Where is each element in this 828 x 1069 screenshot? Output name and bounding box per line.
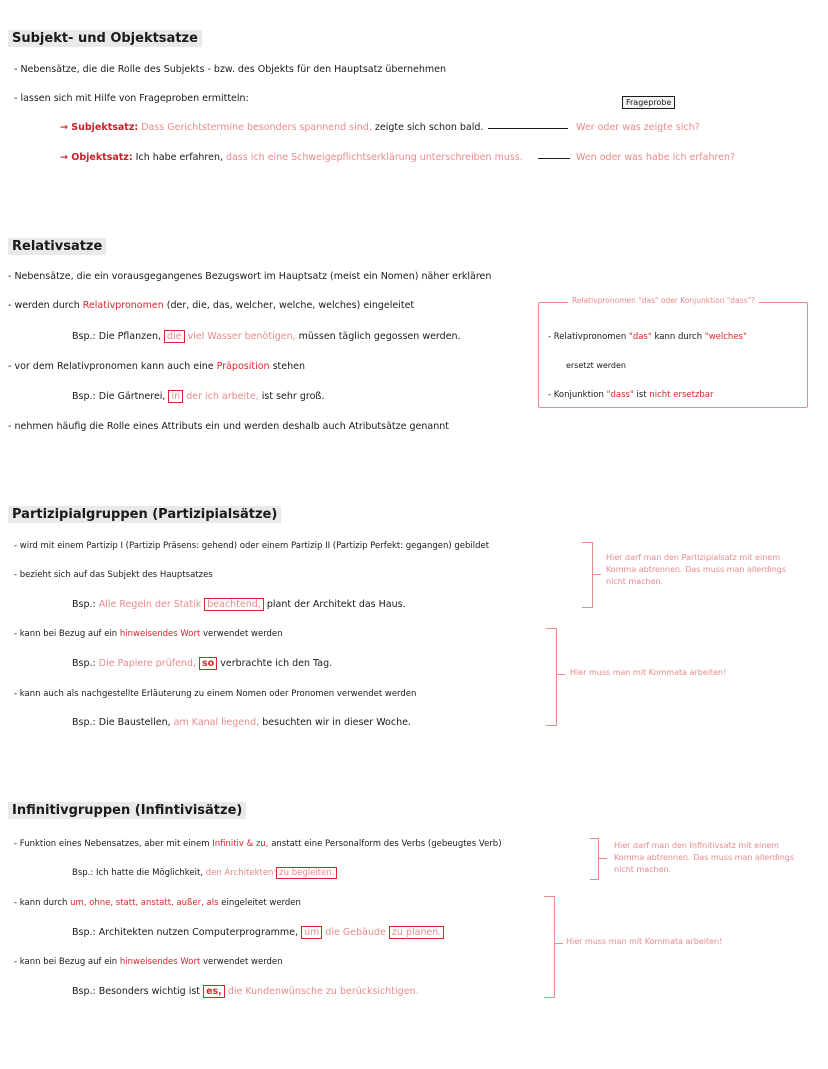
side-1c: kann durch bbox=[654, 332, 703, 342]
objektsatz-question: Wen oder was habe ich erfahren? bbox=[576, 152, 736, 163]
s3-bracket-2-tip bbox=[557, 674, 565, 675]
s4-note-1: Hier darf man den Infinitivsatz mit einem Komma abtrennen. Das muss man allerdings nicht machen. bbox=[614, 841, 795, 874]
s3-example-2 bbox=[72, 658, 332, 670]
s3-example-3 bbox=[72, 717, 411, 729]
das-dass-title: Relativpronomen "das" oder Konjunktion "dass"? bbox=[568, 296, 759, 305]
s3-bracket-2 bbox=[546, 628, 557, 726]
s4-ex3-a: Besonders wichtig ist bbox=[98, 986, 201, 997]
s4-b2-red: um, ohne, statt, anstatt, außer, als bbox=[70, 898, 219, 908]
s3-ex1-box: beachtend, bbox=[204, 598, 264, 611]
s3-bullet-2: - bezieht sich auf das Subjekt des Hauptsatzes bbox=[14, 570, 213, 580]
s2-ex2-red: der ich arbeite, bbox=[186, 391, 259, 402]
s2-ex1-a: Die Pflanzen, bbox=[98, 331, 161, 342]
subjektsatz-red: Dass Gerichtstermine besonders spannend sind, bbox=[141, 122, 372, 133]
s2-b3-pre: - vor dem Relativpronomen kann auch eine bbox=[8, 361, 214, 372]
objektsatz-label: → Objektsatz: bbox=[60, 152, 133, 163]
heading-infinitivgruppen: Infinitivgruppen (Infintivisätze) bbox=[8, 802, 246, 819]
bsp-label: Bsp.: bbox=[72, 331, 96, 342]
subjektsatz-question: Wer oder was zeigte sich? bbox=[576, 122, 700, 133]
s4-b1-post: anstatt eine Personalform des Verbs (gebeugtes Verb) bbox=[271, 839, 502, 849]
s3-example-1 bbox=[72, 599, 406, 611]
bsp-label: Bsp.: bbox=[72, 868, 94, 878]
bsp-label: Bsp.: bbox=[72, 658, 96, 669]
s4-ex2-red: die Gebäude bbox=[325, 927, 386, 938]
s3-ex3-a: Die Baustellen, bbox=[98, 717, 171, 728]
s4-bracket-1-tip bbox=[599, 858, 607, 859]
s3-bracket-1 bbox=[582, 542, 593, 608]
s2-ex1-box: die bbox=[164, 330, 185, 343]
heading-relativsatze: Relativsatze bbox=[8, 238, 106, 255]
das-dass-line-3 bbox=[548, 389, 714, 401]
bsp-label: Bsp.: bbox=[72, 927, 96, 938]
s4-ex1-red: den Architekten bbox=[205, 868, 274, 878]
s3-bullet-3 bbox=[14, 628, 283, 640]
s4-ex3-box: es, bbox=[203, 985, 225, 998]
s3-bullet-1: - wird mit einem Partizip I (Partizip Präsens: gehend) oder einem Partizip II (Partizip Perfekt: gegangen) gebildet bbox=[14, 541, 490, 551]
s4-bracket-1 bbox=[590, 838, 599, 880]
s4-bullet-2 bbox=[14, 897, 301, 909]
s3-b3-red: hinweisendes Wort bbox=[119, 629, 201, 639]
s2-example-2 bbox=[72, 391, 324, 403]
bsp-label: Bsp.: bbox=[72, 599, 96, 610]
s4-bracket-2-tip bbox=[555, 943, 563, 944]
s2-ex1-red: viel Wasser benötigen, bbox=[187, 331, 296, 342]
s4-bracket-2 bbox=[544, 896, 555, 998]
s4-example-3 bbox=[72, 986, 419, 998]
s2-b2-pre: - werden durch bbox=[8, 300, 80, 311]
s3-ex1-red: Alle Regeln der Statik bbox=[98, 599, 202, 610]
heading-partizipialgruppen: Partizipialgruppen (Partizipialsätze) bbox=[8, 506, 281, 523]
connector-line bbox=[538, 158, 570, 159]
objektsatz-example bbox=[60, 152, 523, 164]
s4-bullet-1 bbox=[14, 838, 502, 850]
objektsatz-red: dass ich eine Schweigepflichtserklärung unterschreiben muss. bbox=[226, 152, 523, 163]
s3-ex2-box: so bbox=[199, 657, 217, 670]
das-dass-line-1 bbox=[548, 331, 747, 343]
s2-bullet-1: - Nebensätze, die ein vorausgegangenes Bezugswort im Hauptsatz (meist ein Nomen) näher erklären bbox=[8, 271, 492, 282]
s4-ex1-box: zu begleiten. bbox=[276, 867, 337, 879]
s4-b1-pre: - Funktion eines Nebensatzes, aber mit einem bbox=[14, 839, 210, 849]
bsp-label: Bsp.: bbox=[72, 717, 96, 728]
side-3d: nicht ersetzbar bbox=[649, 390, 714, 400]
s2-ex2-a: Die Gärtnerei, bbox=[98, 391, 166, 402]
s3-ex3-b: besuchten wir in dieser Woche. bbox=[262, 717, 411, 728]
s3-ex1-b: plant der Architekt das Haus. bbox=[266, 599, 406, 610]
s3-note-1: Hier darf man den Partizipialsatz mit einem Komma abtrennen. Das muss man allerdings nicht machen. bbox=[606, 553, 787, 586]
side-1d: "welches" bbox=[704, 332, 747, 342]
s4-ex3-red: die Kundenwünsche zu berücksichtigen. bbox=[227, 986, 419, 997]
subjektsatz-label: → Subjektsatz: bbox=[60, 122, 139, 133]
subjektsatz-black: zeigte sich schon bald. bbox=[374, 122, 484, 133]
s3-ex3-red: am Kanal liegend, bbox=[173, 717, 260, 728]
s3-b3-pre: - kann bei Bezug auf ein bbox=[14, 629, 118, 639]
das-dass-line-2: ersetzt werden bbox=[566, 361, 626, 370]
s3-note-2: Hier muss man mit Kommata arbeiten! bbox=[570, 668, 727, 677]
s3-ex2-red: Die Papiere prüfend, bbox=[98, 658, 196, 669]
s4-b3-post: verwendet werden bbox=[203, 957, 283, 967]
bsp-label: Bsp.: bbox=[72, 391, 96, 402]
s4-example-2 bbox=[72, 927, 444, 939]
s4-b1-red: Infinitiv & zu, bbox=[212, 839, 269, 849]
s2-bullet-2 bbox=[8, 300, 414, 312]
side-1a: - Relativpronomen bbox=[548, 332, 627, 342]
s2-bullet-4: - nehmen häufig die Rolle eines Attributs ein und werden deshalb auch Atributsätze genannt bbox=[8, 421, 449, 432]
side-3c: ist bbox=[636, 390, 647, 400]
s2-example-1 bbox=[72, 331, 461, 343]
side-3b: "dass" bbox=[606, 390, 634, 400]
s3-b3-post: verwendet werden bbox=[203, 629, 283, 639]
s4-note-2: Hier muss man mit Kommata arbeiten! bbox=[566, 937, 723, 946]
s4-b3-red: hinweisendes Wort bbox=[119, 957, 201, 967]
heading-subjekt-objektsatze: Subjekt- und Objektsatze bbox=[8, 30, 202, 47]
s3-ex2-b: verbrachte ich den Tag. bbox=[220, 658, 333, 669]
s2-ex1-b: müssen täglich gegossen werden. bbox=[298, 331, 461, 342]
side-3a: - Konjunktion bbox=[548, 390, 604, 400]
bsp-label: Bsp.: bbox=[72, 986, 96, 997]
s1-bullet-2: - lassen sich mit Hilfe von Frageproben ermitteln: bbox=[14, 93, 249, 104]
s4-ex2-box2: zu planen. bbox=[389, 926, 444, 939]
s4-b2-post: eingeleitet werden bbox=[221, 898, 301, 908]
s3-bullet-4: - kann auch als nachgestellte Erläuterung zu einem Nomen oder Pronomen verwendet werden bbox=[14, 689, 417, 699]
s4-bullet-3 bbox=[14, 956, 283, 968]
connector-line bbox=[488, 128, 568, 129]
s4-b3-pre: - kann bei Bezug auf ein bbox=[14, 957, 118, 967]
s4-b2-pre: - kann durch bbox=[14, 898, 68, 908]
s2-b3-red: Präposition bbox=[216, 361, 270, 372]
s4-example-1 bbox=[72, 867, 337, 879]
s3-bracket-1-tip bbox=[593, 574, 601, 575]
s4-ex2-box1: um bbox=[301, 926, 322, 939]
s2-b3-post: stehen bbox=[272, 361, 305, 372]
s4-ex1-a: Ich hatte die Möglichkeit, bbox=[95, 868, 204, 878]
s4-ex2-a: Architekten nutzen Computerprogramme, bbox=[98, 927, 299, 938]
s1-bullet-1: - Nebensätze, die die Rolle des Subjekts - bzw. des Objekts für den Hauptsatz übernehmen bbox=[14, 64, 446, 75]
s2-ex2-box: in bbox=[168, 390, 183, 403]
s2-bullet-3 bbox=[8, 361, 305, 373]
s2-b2-red: Relativpronomen bbox=[82, 300, 164, 311]
s2-ex2-b: ist sehr groß. bbox=[261, 391, 325, 402]
side-1b: "das" bbox=[628, 332, 652, 342]
subjektsatz-example bbox=[60, 122, 483, 134]
frageprobe-label: Frageprobe bbox=[622, 96, 675, 109]
s2-b2-post: (der, die, das, welcher, welche, welches) eingeleitet bbox=[166, 300, 415, 311]
objektsatz-black: Ich habe erfahren, bbox=[135, 152, 223, 163]
